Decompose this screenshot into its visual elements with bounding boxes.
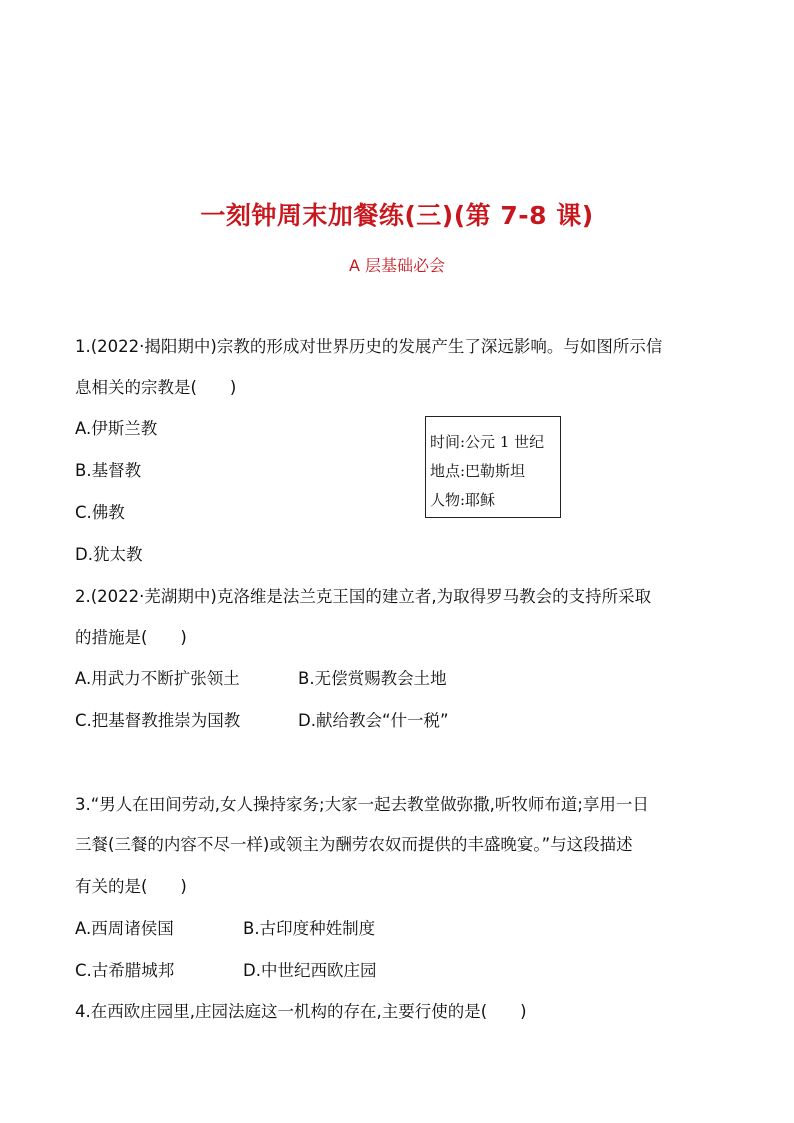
info-place: 地点:巴勒斯坦 [430,462,526,480]
q1-stem-line1: 1.(2022·揭阳期中)宗教的形成对世界历史的发展产生了深远影响。与如图所示信 [75,337,663,356]
q3-option-c: C.古希腊城邦 [75,961,175,980]
q3-option-b: B.古印度种姓制度 [243,919,376,938]
q2-option-b: B.无偿赏赐教会土地 [298,669,447,688]
q3-stem-line2: 三餐(三餐的内容不尽一样)或领主为酬劳农奴而提供的丰盛晚宴。”与这段描述 [75,835,633,854]
q3-option-a: A.西周诸侯国 [75,919,174,938]
q2-stem-line2: 的措施是( ) [75,628,187,647]
q4-stem-line1: 4.在西欧庄园里,庄园法庭这一机构的存在,主要行使的是( ) [75,1002,527,1021]
q2-option-a: A.用武力不断扩张领土 [75,669,240,688]
q1-option-b: B.基督教 [75,461,142,480]
q3-stem-line3: 有关的是( ) [75,877,187,896]
q2-option-c: C.把基督教推崇为国教 [75,711,241,730]
info-person: 人物:耶稣 [430,491,496,509]
q1-option-c: C.佛教 [75,503,125,522]
q3-stem-line1: 3.“男人在田间劳动,女人操持家务;大家一起去教堂做弥撒,听牧师布道;享用一日 [75,795,649,814]
q1-stem-line2: 息相关的宗教是( ) [75,378,237,397]
info-time: 时间:公元 1 世纪 [430,433,545,451]
q1-option-a: A.伊斯兰教 [75,419,158,438]
q3-option-d: D.中世纪西欧庄园 [243,961,377,980]
page-title: 一刻钟周末加餐练(三)(第 7-8 课) [200,201,594,230]
q2-stem-line1: 2.(2022·芜湖期中)克洛维是法兰克王国的建立者,为取得罗马教会的支持所采取 [75,587,652,606]
section-subtitle: A 层基础必会 [348,256,446,275]
q2-option-d: D.献给教会“什一税” [298,711,449,730]
q1-option-d: D.犹太教 [75,545,143,564]
info-box [425,416,561,518]
